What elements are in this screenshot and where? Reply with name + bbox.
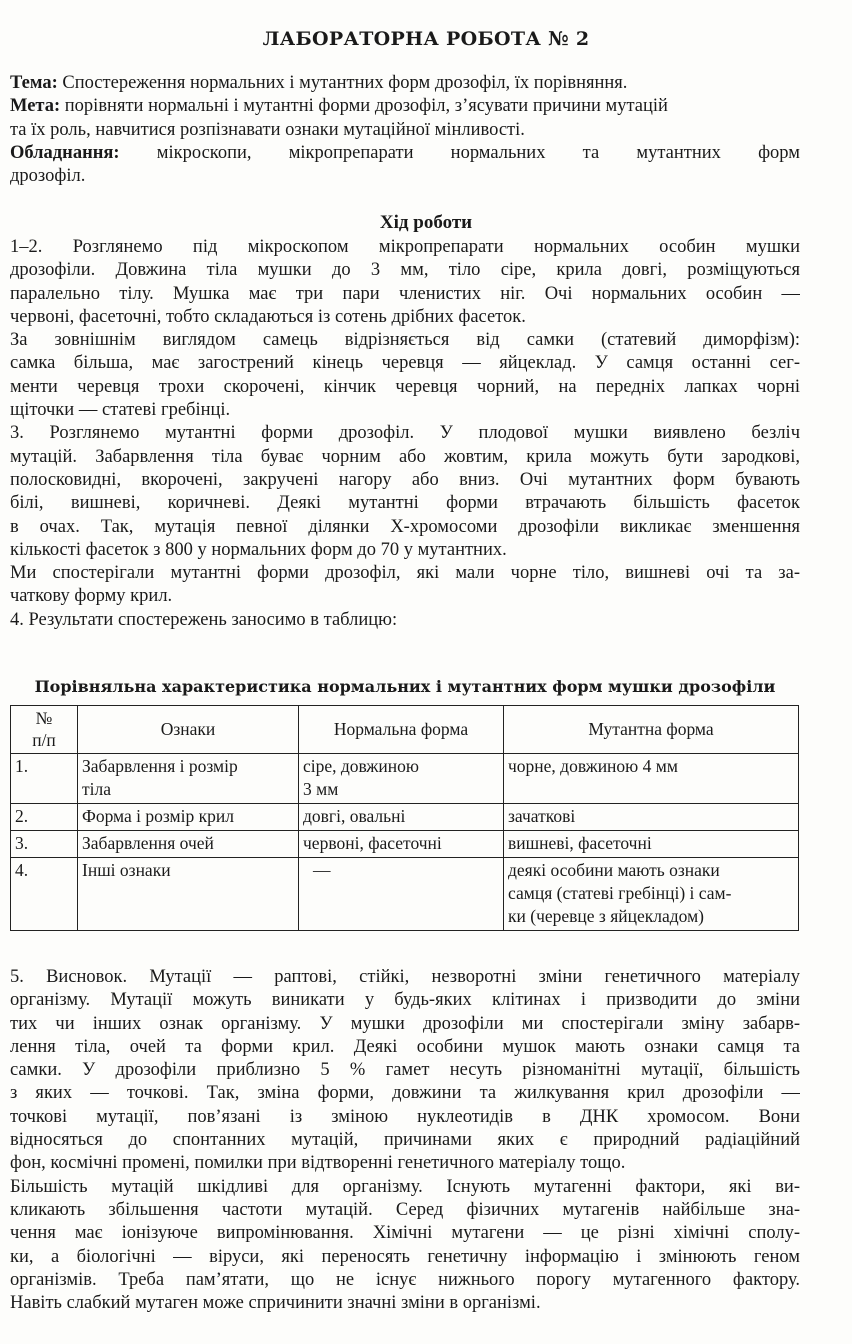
- body-line: За зовнішнім виглядом самець відрізняється від самки (статевий диморфізм):: [10, 330, 800, 351]
- table-row: [11, 754, 799, 804]
- comparison-table: [10, 705, 799, 931]
- row-feature: Забарвлення очей: [78, 831, 299, 858]
- intro-section: [10, 72, 800, 188]
- body-line: 1–2. Розглянемо під мікроскопом мікропрепарати нормальних особин мушки: [10, 237, 800, 257]
- procedure-section: [10, 236, 800, 632]
- topic-text: Спостереження нормальних і мутантних форм дрозофіл, їх порівняння.: [57, 73, 628, 93]
- conclusion-line: самки. У дрозофіли приблизно 5 % гамет несуть різноманітні мутації, більшість: [10, 1060, 800, 1081]
- header-mutant: Мутантна форма: [504, 706, 799, 754]
- conclusion-line: відносяться до спонтанних мутацій, причинами яких є природний радіаційний: [10, 1130, 800, 1151]
- conclusion-line: тих чи інших ознак організму. У мушки дрозофіли ми спостерігали зміну забарв-: [10, 1013, 800, 1034]
- conclusion-line: організму. Мутації можуть виникати у будь-яких клітинах і призводити до зміни: [10, 990, 800, 1011]
- page-title: ЛАБОРАТОРНА РОБОТА № 2: [262, 28, 590, 50]
- row-mutant: чорне, довжиною 4 мм: [504, 754, 799, 804]
- row-number: 1.: [11, 754, 78, 804]
- body-line: мутацій. Забарвлення тіла буває чорним або жовтим, крила можуть бути зародкові,: [10, 446, 800, 467]
- header-number: № п/п: [11, 706, 78, 754]
- topic-label: Тема:: [10, 73, 58, 93]
- conclusion-line: організмів. Треба пам’ятати, що не існує нижнього порогу мутагенного фактору.: [10, 1269, 800, 1290]
- row-feature: Інші ознаки: [78, 858, 299, 931]
- body-line: полосковидні, вкорочені, закручені нагору або вниз. Очі мутантних форм бувають: [10, 469, 800, 490]
- body-line: Ми спостерігали мутантні форми дрозофіл, які мали чорне тіло, вишневі очі та за-: [10, 563, 800, 584]
- conclusion-line: чення має іонізуюче випромінювання. Хімічні мутагени — це різні хімічні сполу-: [10, 1223, 800, 1244]
- conclusion-line: Більшість мутацій шкідливі для організму. Існують мутагенні фактори, які ви-: [10, 1176, 800, 1197]
- row-number: 4.: [11, 858, 78, 931]
- body-line: в очах. Так, мутація певної ділянки X-хромосоми дрозофіли викликає зменшення: [10, 516, 800, 537]
- goal-line-2: та їх роль, навчитися розпізнавати ознаки мутаційної мінливості.: [10, 119, 525, 140]
- table-header-row: [11, 706, 799, 754]
- table-row: [11, 858, 799, 931]
- body-line: 3. Розглянемо мутантні форми дрозофіл. У плодової мушки виявлено безліч: [10, 423, 800, 444]
- body-line: самка більша, має загострений кінець черевця — яйцеклад. У самця останні сег-: [10, 353, 800, 374]
- conclusion-line: точкові мутації, пов’язані із зміною нуклеотидів в ДНК хромосом. Вони: [10, 1106, 800, 1127]
- body-line: паралельно тілу. Мушка має три пари членистих ніг. Очі нормальних особин —: [10, 283, 800, 304]
- goal-text: порівняти нормальні і мутантні форми дрозофіл, з’ясувати причини мутацій: [60, 96, 668, 117]
- row-feature: Забарвлення і розмір тіла: [78, 754, 299, 804]
- body-line: 4. Результати спостережень заносимо в таблицю:: [10, 609, 398, 630]
- row-normal: сіре, довжиною 3 мм: [299, 754, 504, 804]
- row-number: 2.: [11, 804, 78, 831]
- table-row: [11, 804, 799, 831]
- body-line: чаткову форму крил.: [10, 586, 173, 607]
- conclusion-line: 5. Висновок. Мутації — раптові, стійкі, незворотні зміни генетичного матеріалу: [10, 967, 800, 987]
- header-normal: Нормальна форма: [299, 706, 504, 754]
- body-line: червоні, фасеточні, тобто складаються із сотень дрібних фасеток.: [10, 306, 526, 327]
- row-mutant: зачаткові: [504, 804, 799, 831]
- conclusion-line: кликають збільшення частоти мутацій. Серед фізичних мутагенів найбільше зна-: [10, 1199, 800, 1220]
- conclusion-line: з яких — точкові. Так, зміна форми, довжини та жилкування крил дрозофіли —: [10, 1083, 800, 1104]
- row-number: 3.: [11, 831, 78, 858]
- goal-label: Мета:: [10, 96, 61, 117]
- conclusion-line: Навіть слабкий мутаген може спричинити значні зміни в організмі.: [10, 1293, 541, 1314]
- body-line: білі, вишневі, коричневі. Деякі мутантні форми втрачають більшість фасеток: [10, 493, 800, 514]
- table-row: [11, 831, 799, 858]
- topic-line: [10, 72, 800, 95]
- row-mutant: вишневі, фасеточні: [504, 831, 799, 858]
- row-normal: —: [299, 858, 504, 931]
- header-feature: Ознаки: [78, 706, 299, 754]
- body-line: щіточки — статеві гребінці.: [10, 400, 231, 421]
- body-line: менти черевця трохи скорочені, кінчик черевця чорний, на передніх лапках чорні: [10, 376, 800, 397]
- row-normal: довгі, овальні: [299, 804, 504, 831]
- row-feature: Форма і розмір крил: [78, 804, 299, 831]
- equipment-label: Обладнання:: [10, 142, 120, 163]
- body-line: кількості фасеток з 800 у нормальних форм до 70 у мутантних.: [10, 539, 507, 560]
- conclusion-section: [10, 966, 800, 1315]
- equipment-line-2: дрозофіл.: [10, 166, 86, 187]
- table-caption: Порівняльна характеристика нормальних і мутантних форм мушки дрозофіли: [34, 677, 776, 696]
- equipment-line: [10, 142, 800, 165]
- goal-line: [10, 95, 800, 118]
- conclusion-line: ки, а біологічні — віруси, які переносять генетичну інформацію і змінюють геном: [10, 1246, 800, 1267]
- conclusion-line: лення тіла, очей та форми крил. Деякі особини мушок мають ознаки самця та: [10, 1036, 800, 1057]
- row-normal: червоні, фасеточні: [299, 831, 504, 858]
- body-line: дрозофіли. Довжина тіла мушки до 3 мм, тіло сіре, крила довгі, розміщуються: [10, 260, 800, 281]
- row-mutant: деякі особини мають ознаки самця (статеві гребінці) і сам- ки (черевце з яйцекладом): [504, 858, 799, 931]
- conclusion-line: фон, космічні промені, помилки при відтворенні генетичного матеріалу тощо.: [10, 1153, 626, 1174]
- progress-heading: Хід роботи: [379, 212, 473, 233]
- equipment-text: мікроскопи, мікропрепарати нормальних та мутантних форм: [119, 142, 800, 163]
